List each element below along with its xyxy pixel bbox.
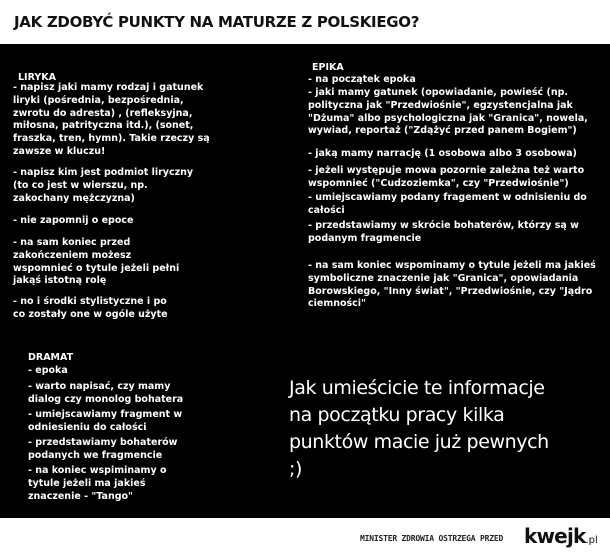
epika-item: - przedstawiamy w skrócie bohaterów, którzy są w podanym fragmencie <box>308 220 579 244</box>
logo-text: kwejk <box>524 524 586 548</box>
dramat-item: - przedstawiamy bohaterów podanych we fragmencie <box>28 437 178 461</box>
conclusion-text: Jak umieścicie te informacje na początku pracy kilka punktów macie już pewnych ;) <box>289 377 549 480</box>
dramat-item: - na koniec wspiminamy o tytule jeżeli ma jakieś znaczenie - "Tango" <box>28 465 167 502</box>
kwejk-logo[interactable] <box>524 524 598 548</box>
footer-bar <box>0 518 610 554</box>
liryka-item: - napisz kim jest podmiot liryczny (to co jest w wierszu, np. zakochany mężczyzna) <box>13 167 194 204</box>
dramat-item: - warto napisać, czy mamy dialog czy monolog bohatera <box>28 381 184 405</box>
dramat-item: - umiejscawiamy fragment w odniesieniu do całości <box>28 409 183 433</box>
epika-title: EPIKA <box>312 62 344 73</box>
dramat-item: - epoka <box>28 365 68 376</box>
epika-item: - jeżeli występuje mowa pozornie zależna też warto wspomnieć ("Cudzoziemka", czy "Przedwiośnie") <box>308 165 585 189</box>
epika-item: - jaki mamy gatunek (opowiadanie, powieść (np. polityczna jak "Przedwiośnie", egzystencjalna jak "Dżuma" albo psychologiczna jak "Granica", nowela, wywiad, reportaż ("Zdążyć przed panem Bogiem") <box>308 87 588 137</box>
liryka-item: - nie zapomnij o epoce <box>13 215 134 226</box>
liryka-item: - na sam koniec przed zakończeniem możesz wspomnieć o tytule jeżeli pełni jakąś istotną rolę <box>13 237 180 287</box>
liryka-item: - no i środki stylistyczne i po co zostały one w ogóle użyte <box>13 296 168 320</box>
logo-suffix: .pl <box>585 535 598 546</box>
dramat-title: DRAMAT <box>28 352 74 363</box>
footer-warning: MINISTER ZDROWIA OSTRZEGA PRZED <box>360 534 504 543</box>
epika-item: - na początek epoka <box>308 74 416 85</box>
epika-item: - jaką mamy narrację (1 osobowa albo 3 osobowa) <box>308 148 577 159</box>
page-title: JAK ZDOBYĆ PUNKTY NA MATURZE Z POLSKIEGO? <box>14 13 420 31</box>
header-bar <box>0 0 610 44</box>
liryka-item: - napisz jaki mamy rodzaj i gatunek liryki (pośrednia, bezpośrednia, zwrotu do adresta) , (refleksyjna, miłosna, patrityczna itd.), (sonet, fraszka, tren, hymn). Takie rzeczy są zawsze w kluczu! <box>13 82 210 157</box>
epika-item: - na sam koniec wspominamy o tytule jeżeli ma jakieś symboliczne znaczenie jak "Granica", opowiadania Borowskiego, "Inny świat", "Przedwiośnie, czy "Jądro ciemności" <box>308 260 596 310</box>
liryka-title: LIRYKA <box>18 72 56 83</box>
epika-item: - umiejscawiamy podany fragement w odnisieniu do całości <box>308 192 587 216</box>
